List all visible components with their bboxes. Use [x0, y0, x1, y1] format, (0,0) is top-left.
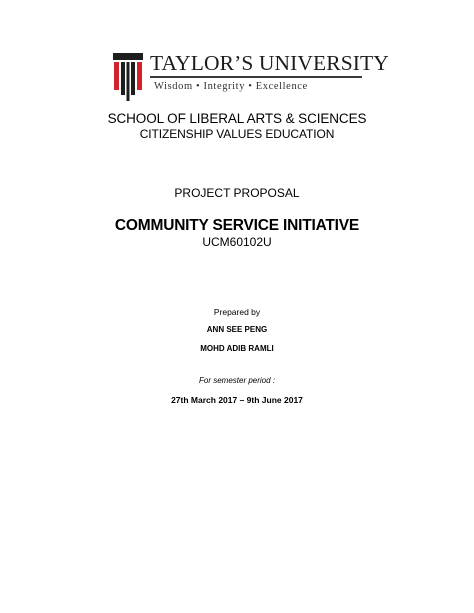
crest-icon: [113, 53, 143, 101]
author-name: MOHD ADIB RAMLI: [200, 344, 274, 353]
project-title: COMMUNITY SERVICE INITIATIVE: [114, 217, 360, 234]
document-type: PROJECT PROPOSAL: [174, 186, 300, 200]
university-tagline: Wisdom • Integrity • Excellence: [154, 80, 308, 92]
author-name: ANN SEE PENG: [206, 325, 268, 334]
school-name: SCHOOL OF LIBERAL ARTS & SCIENCES: [107, 111, 367, 126]
course-code: UCM60102U: [202, 235, 272, 249]
university-logo: [113, 51, 389, 103]
semester-period: 27th March 2017 – 9th June 2017: [171, 395, 303, 405]
university-name: TAYLOR’S UNIVERSITY: [150, 51, 389, 75]
prepared-by-label: Prepared by: [213, 307, 261, 317]
logo-divider: [150, 76, 362, 78]
logo-wordmark: [150, 51, 389, 93]
department-name: CITIZENSHIP VALUES EDUCATION: [139, 127, 335, 141]
semester-period-label: For semester period :: [198, 376, 276, 385]
